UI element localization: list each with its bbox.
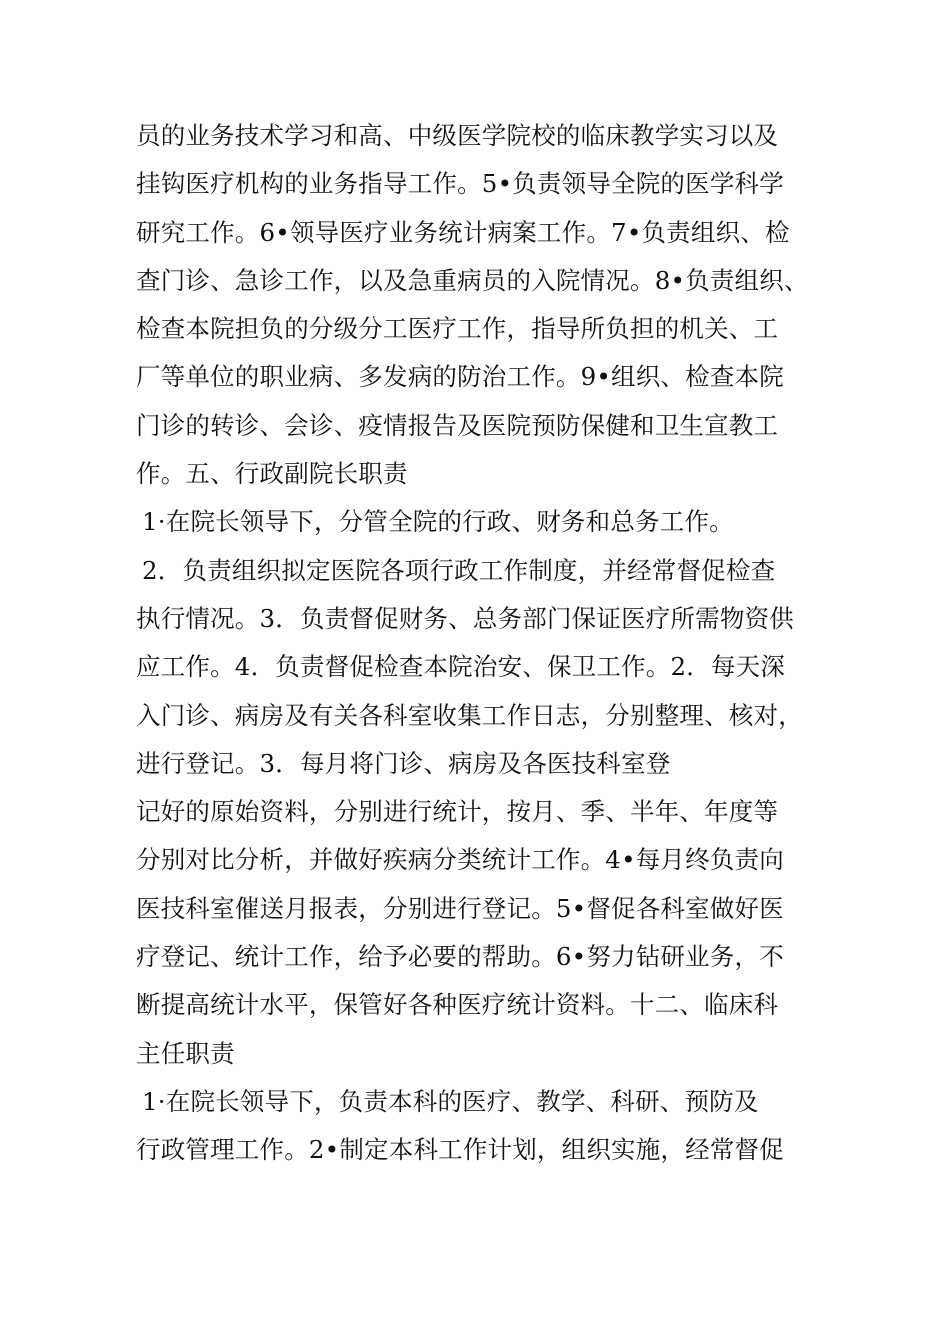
text-line-5: 检查本院担负的分级分工医疗工作，指导所负担的机关、工 <box>136 314 779 344</box>
text-line-9: 1·在院长领导下，分管全院的行政、财务和总务工作。 <box>142 507 734 537</box>
text-line-13: 入门诊、病房及有关各科室收集工作日志，分别整理、核对， <box>136 700 803 730</box>
text-line-2: 挂钩医疗机构的业务指导工作。5•负责领导全院的医学科学 <box>136 169 784 199</box>
text-line-10: 2．负责组织拟定医院各项行政工作制度，并经常督促检查 <box>142 555 776 585</box>
text-line-12: 应工作。4．负责督促检查本院治安、保卫工作。2．每天深 <box>136 652 786 682</box>
text-line-7: 门诊的转诊、会诊、疫情报告及医院预防保健和卫生宣教工 <box>136 410 779 440</box>
text-line-11: 执行情况。3．负责督促财务、总务部门保证医疗所需物资供 <box>136 603 794 633</box>
text-line-4: 查门诊、急诊工作，以及急重病员的入院情况。8•负责组织、 <box>136 265 809 295</box>
text-line-17: 医技科室催送月报表，分别进行登记。5•督促各科室做好医 <box>136 893 784 923</box>
text-line-21: 1·在院长领导下，负责本科的医疗、教学、科研、预防及 <box>142 1086 759 1116</box>
text-line-1: 员的业务技术学习和高、中级医学院校的临床教学实习以及 <box>136 121 779 150</box>
text-line-20: 主任职责 <box>136 1038 235 1068</box>
text-line-18: 疗登记、统计工作，给予必要的帮助。6•努力钻研业务，不 <box>136 942 784 972</box>
text-line-16: 分别对比分析，并做好疾病分类统计工作。4•每月终负责向 <box>136 845 784 875</box>
document-body <box>136 112 836 1175</box>
text-line-3: 研究工作。6•领导医疗业务统计病案工作。7•负责组织、检 <box>136 217 790 247</box>
text-line-6: 厂等单位的职业病、多发病的防治工作。9•组织、检查本院 <box>136 362 784 392</box>
text-line-8: 作。五、行政副院长职责 <box>136 459 408 489</box>
text-line-15: 记好的原始资料，分别进行统计，按月、季、半年、年度等 <box>136 797 779 827</box>
text-line-14: 进行登记。3．每月将门诊、病房及各医技科室登 <box>136 748 671 778</box>
text-line-19: 断提高统计水平，保管好各种医疗统计资料。十二、临床科 <box>136 990 779 1020</box>
text-line-22: 行政管理工作。2•制定本科工作计划，组织实施，经常督促 <box>136 1135 784 1165</box>
